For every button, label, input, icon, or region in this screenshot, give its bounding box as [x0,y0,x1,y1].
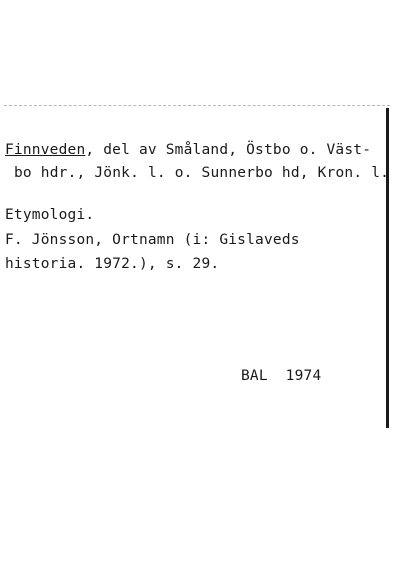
card-top-rule [4,105,390,106]
entry-line-1 [5,141,371,159]
entry-line-2: bo hdr., Jönk. l. o. Sunnerbo hd, Kron. l. [14,165,390,181]
section-heading: Etymologi. [5,207,95,223]
entry-line-1-rest: , del av Småland, Östbo o. Väst- [85,142,372,158]
headword: Finnveden [5,142,86,158]
reference-line-1: F. Jönsson, Ortnamn (i: Gislaveds [5,232,300,248]
card-right-edge [386,108,389,428]
reference-line-2: historia. 1972.), s. 29. [5,256,220,272]
signature: BAL 1974 [241,368,322,384]
